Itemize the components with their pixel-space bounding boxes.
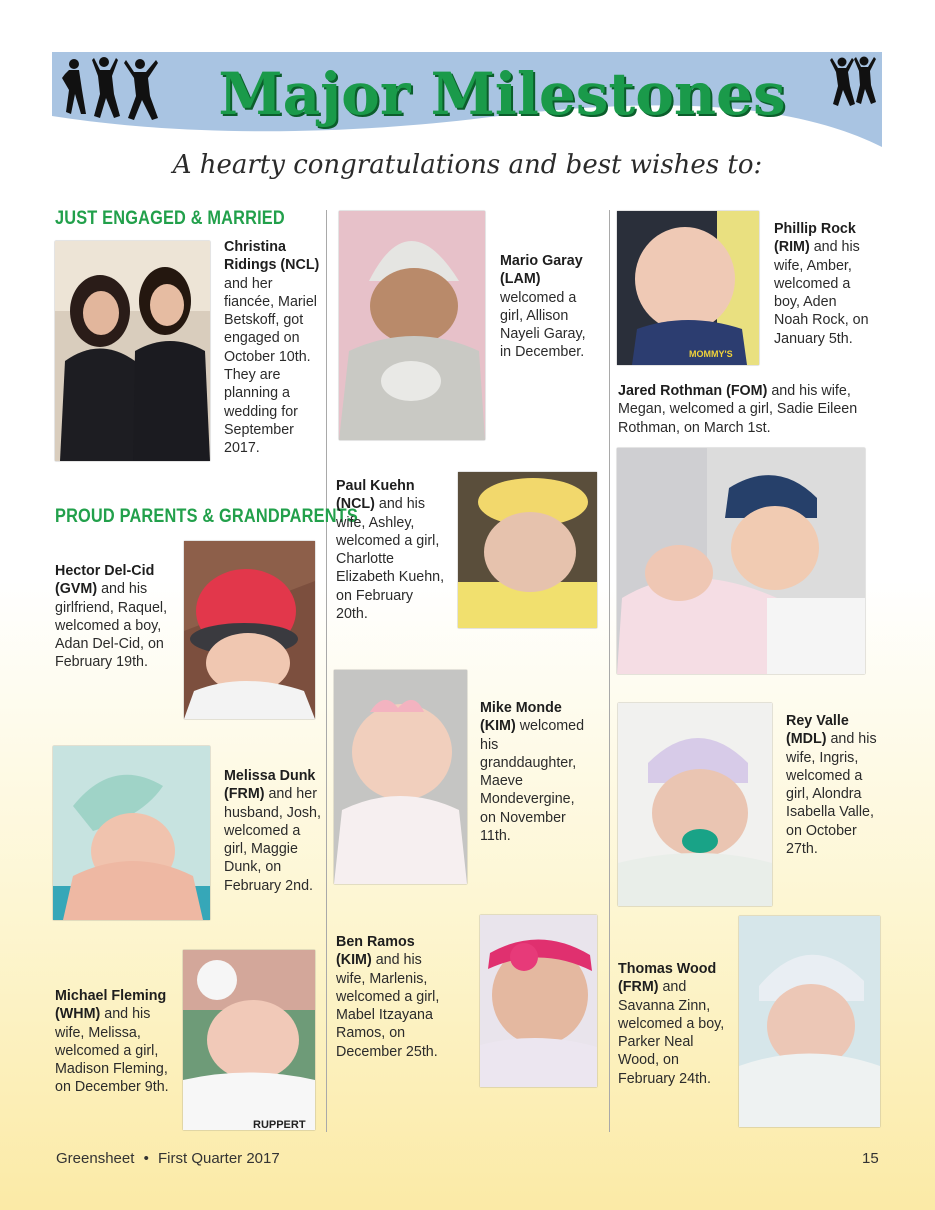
entry-text: and Savanna Zinn, welcomed a boy, Parker Neal Wood, on February 24th. [618, 979, 725, 1087]
photo-madison-fleming [183, 950, 315, 1130]
photo-aden-rock [617, 211, 759, 365]
entry-code: (LAM) [500, 271, 541, 288]
entry-text: and his wife, Melissa, welcomed a girl, Madison Fleming, on December 9th. [55, 1006, 169, 1096]
jumping-people-left-icon [60, 56, 165, 128]
entry-text: and his wife, Ingris, welcomed a girl, Alondra Isabella Valle, on October 27th. [786, 731, 877, 858]
entry-code: (NCL) [336, 496, 375, 513]
entry-text: and his wife, Amber, welcomed a boy, Aden Noah Rock, on January 5th. [774, 239, 869, 347]
entry-name: Phillip Rock [774, 221, 856, 237]
shirt-text: MOMMY'S [689, 349, 733, 359]
entry-code: (WHM) [55, 1006, 101, 1023]
photo-maeve-mondevergine [334, 670, 467, 884]
photo-charlotte-kuehn [458, 472, 597, 628]
entry-name: Hector Del-Cid [55, 563, 155, 579]
entry-text: and his wife, Megan, welcomed a girl, Sadie Eileen Rothman, on March 1st. [618, 383, 858, 436]
entry-code: (RIM) [774, 239, 810, 256]
column-divider [326, 210, 327, 1132]
entry-name: Michael Fleming [55, 988, 167, 1004]
photo-christina-ridings [55, 241, 210, 461]
masthead-banner [52, 52, 882, 148]
entry-name: Mario Garay [500, 253, 583, 269]
photo-parker-wood [739, 916, 880, 1127]
entry-text: and her fiancée, Mariel Betskoff, got engaged on October 10th. They are planning a wedding for September 2017. [224, 275, 317, 457]
entry-code: (FRM) [224, 786, 265, 803]
entry-code: (MDL) [786, 731, 827, 748]
entry-name: Mike Monde [480, 700, 562, 716]
entry-code: (FRM) [618, 979, 659, 996]
entry-name: Christina Ridings [224, 239, 286, 274]
entry-mike-monde [480, 699, 590, 845]
photo-sadie-rothman [617, 448, 865, 674]
entry-code: (KIM) [336, 952, 372, 969]
entry-text: welcomed his granddaughter, Maeve Mondevergine, on November 11th. [480, 718, 585, 845]
entry-text: and his wife, Ashley, welcomed a girl, Charlotte Elizabeth Kuehn, on February 20th. [336, 496, 445, 623]
entry-name: Rey Valle [786, 713, 849, 729]
footer-publication [56, 1150, 280, 1167]
entry-name: Melissa Dunk [224, 768, 316, 784]
entry-thomas-wood [618, 960, 730, 1088]
photo-maggie-dunk [53, 746, 210, 920]
entry-text: and his girlfriend, Raquel, welcomed a boy, Adan Del-Cid, on February 19th. [55, 581, 168, 671]
footer-separator: • [143, 1150, 149, 1167]
entry-michael-fleming [55, 987, 181, 1097]
entry-hector-del-cid [55, 562, 183, 672]
column-divider [609, 210, 610, 1132]
photo-alondra-valle [618, 703, 772, 906]
photo-mabel-ramos [480, 915, 597, 1087]
photo-allison-garay [339, 211, 485, 440]
section-heading-engaged: JUST ENGAGED & MARRIED [55, 208, 285, 229]
entry-rey-valle [786, 712, 886, 858]
footer-publication-name: Greensheet [56, 1150, 135, 1167]
photo-adan-del-cid [184, 541, 315, 719]
entry-code: (GVM) [55, 581, 98, 598]
section-heading-parents: PROUD PARENTS & GRANDPARENTS [55, 506, 358, 527]
entry-paul-kuehn [336, 477, 448, 623]
entry-code: (KIM) [480, 718, 516, 735]
entry-phillip-rock [774, 220, 874, 348]
onesie-text: RUPPERT [253, 1119, 306, 1130]
entry-christina-ridings [224, 238, 324, 458]
entry-melissa-dunk [224, 767, 324, 895]
entry-name: Ben Ramos [336, 934, 415, 950]
entry-name: Jared Rothman [618, 383, 723, 399]
entry-code: (FOM) [726, 383, 768, 399]
page-number: 15 [862, 1150, 879, 1167]
entry-ben-ramos [336, 933, 454, 1061]
entry-text: welcomed a girl, Allison Nayeli Garay, in December. [500, 289, 586, 361]
entry-name: Thomas Wood [618, 961, 717, 977]
entry-name: Paul Kuehn [336, 478, 415, 494]
page-title: Major Milestones [218, 60, 786, 128]
entry-text: and her husband, Josh, welcomed a girl, Maggie Dunk, on February 2nd. [224, 786, 321, 894]
subtitle: A hearty congratulations and best wishes to: [172, 150, 763, 180]
entry-mario-garay [500, 252, 600, 362]
entry-jared-rothman [618, 382, 868, 437]
footer-issue: First Quarter 2017 [158, 1150, 280, 1167]
entry-code: (NCL) [280, 257, 320, 274]
entry-text: and his wife, Marlenis, welcomed a girl, Mabel Itzayana Ramos, on December 25th. [336, 952, 440, 1060]
